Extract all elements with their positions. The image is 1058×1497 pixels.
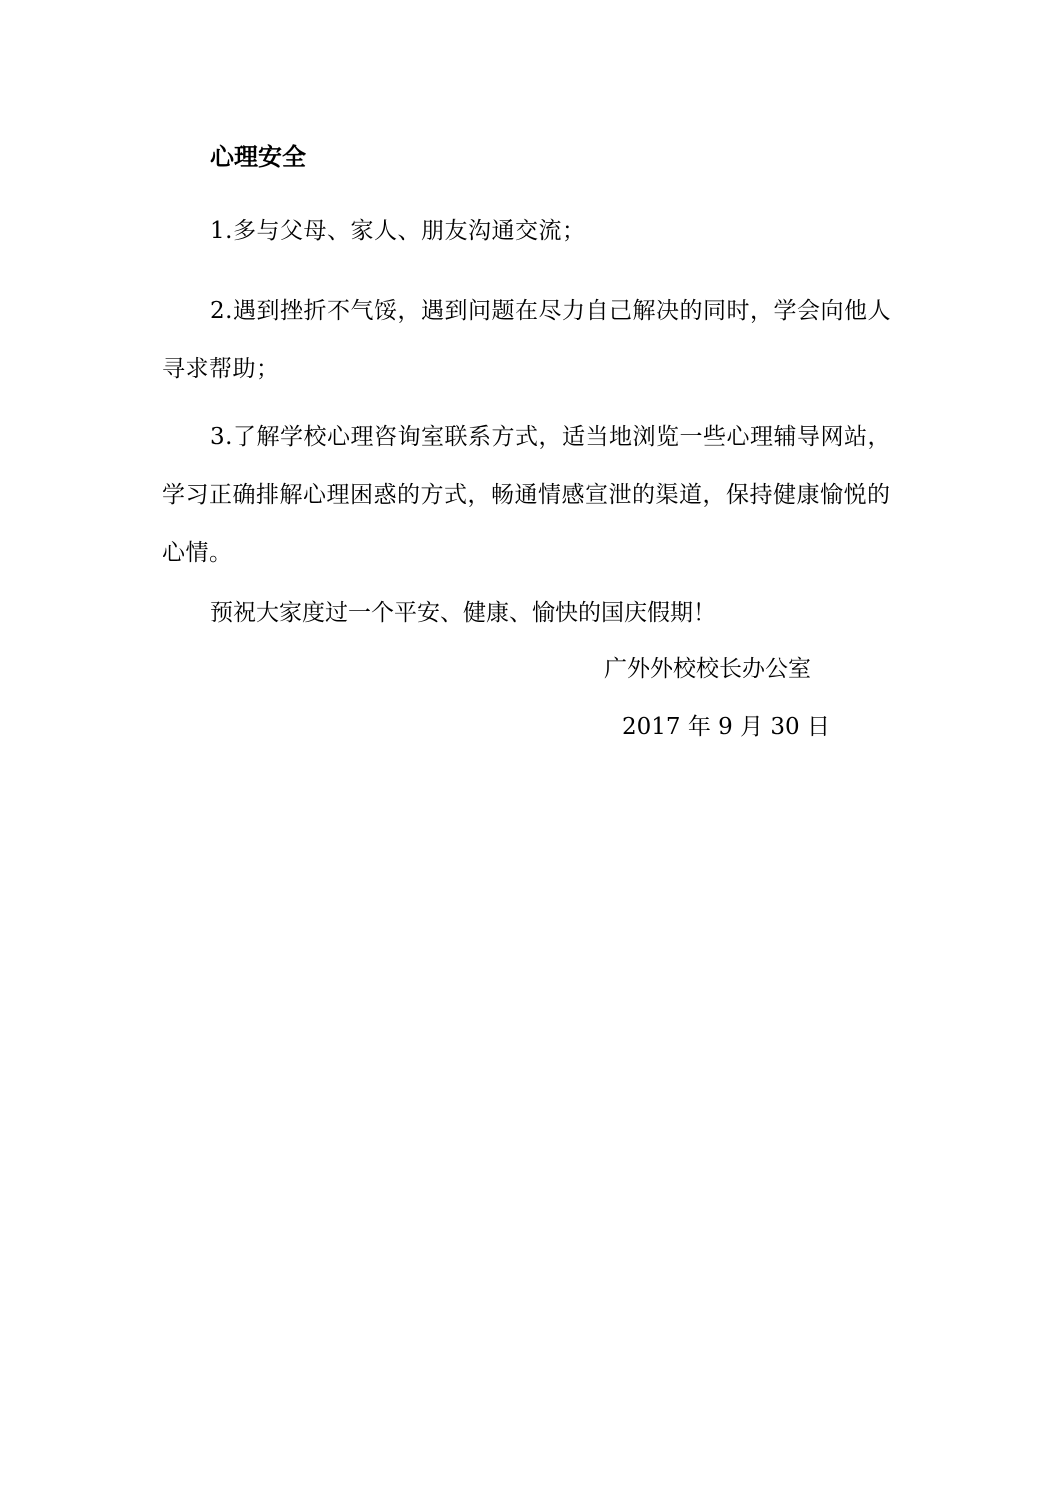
section-heading: 心理安全 bbox=[210, 143, 306, 171]
list-item-2: 2.遇到挫折不气馁，遇到问题在尽力自己解决的同时，学会向他人寻求帮助； bbox=[162, 298, 891, 382]
list-item-3: 3.了解学校心理咨询室联系方式，适当地浏览一些心理辅导网站，学习正确排解心理困惑的方式，畅通情感宣泄的渠道，保持健康愉悦的心情。 bbox=[162, 424, 891, 566]
closing-greeting: 预祝大家度过一个平安、健康、愉快的国庆假期！ bbox=[210, 600, 716, 626]
list-item-1: 1.多与父母、家人、朋友沟通交流； bbox=[210, 218, 586, 244]
signature: 广外外校校长办公室 bbox=[604, 656, 811, 682]
date-line: 2017 年 9 月 30 日 bbox=[622, 714, 830, 740]
